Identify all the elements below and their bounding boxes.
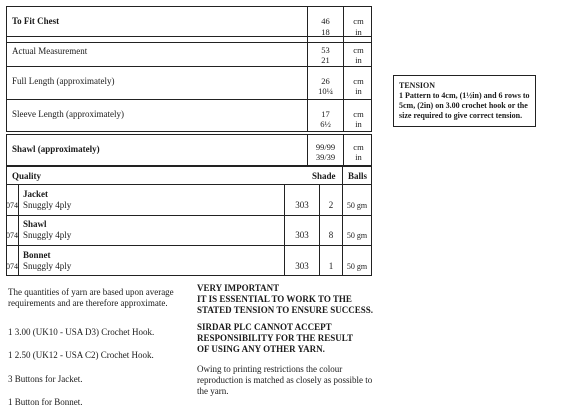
important-heading: VERY IMPORTANT [197, 283, 280, 293]
hook-note: 1 2.50 (UK12 - USA C2) Crochet Hook. [8, 350, 154, 360]
measurement-row-full-length [6, 66, 372, 100]
shade-header: Shade [312, 171, 336, 181]
balls-header: Balls [347, 171, 367, 181]
ball-weight: 50 gm [346, 231, 368, 240]
measurement-value: 46 [321, 16, 330, 26]
ball-weight: 50 gm [346, 262, 368, 271]
important-line: STATED TENSION TO ENSURE SUCCESS. [197, 305, 373, 315]
measurement-unit: in [355, 119, 362, 129]
measurement-row-shawl [6, 134, 372, 166]
yarn-name: Snuggly 4ply [23, 230, 72, 240]
measurement-value: 53 [321, 45, 330, 55]
ball-count: 2 [328, 200, 334, 210]
table-row [7, 216, 371, 245]
quantities-note-line: requirements and are therefore approximate. [8, 298, 168, 308]
sirdar-line: SIRDAR PLC CANNOT ACCEPT [197, 322, 332, 332]
measurement-value: 21 [321, 55, 330, 65]
measurement-unit: in [355, 27, 362, 37]
measurement-label: Full Length (approximately) [12, 76, 115, 86]
tension-title: TENSION [399, 81, 436, 90]
measurement-value: 10¼ [318, 86, 333, 96]
measurement-label: Sleeve Length (approximately) [12, 109, 124, 119]
measurement-unit: in [355, 86, 362, 96]
measurement-value: 26 [321, 76, 330, 86]
measurement-unit: cm [353, 76, 364, 86]
yarn-name: Snuggly 4ply [23, 200, 72, 210]
quality-code: 074 [6, 262, 18, 271]
printing-note-line: reproduction is matched as closely as possible to [197, 375, 373, 385]
measurement-unit: cm [353, 109, 364, 119]
measurement-label: To Fit Chest [12, 16, 60, 26]
measurement-unit: in [355, 152, 362, 162]
buttons-note: 3 Buttons for Jacket. [8, 374, 83, 384]
important-line: IT IS ESSENTIAL TO WORK TO THE [197, 294, 352, 304]
quality-header: Quality [12, 171, 42, 181]
measurement-unit: cm [353, 142, 364, 152]
yarn-quality-table [6, 166, 372, 276]
measurement-unit: cm [353, 16, 364, 26]
hook-note: 1 3.00 (UK10 - USA D3) Crochet Hook. [8, 327, 155, 337]
yarn-name: Snuggly 4ply [23, 261, 72, 271]
ball-count: 1 [328, 261, 334, 271]
sirdar-line: OF USING ANY OTHER YARN. [197, 344, 325, 354]
tension-box [393, 75, 536, 127]
measurement-label: Actual Measurement [12, 46, 88, 56]
quality-code: 074 [6, 201, 18, 210]
sirdar-line: RESPONSIBILITY FOR THE RESULT [197, 333, 353, 343]
tension-line: size required to give correct tension. [399, 111, 523, 120]
measurement-value: 17 [321, 109, 330, 119]
shade-value: 303 [295, 200, 309, 210]
printing-note-line: the yarn. [197, 386, 229, 396]
garment-name: Jacket [23, 189, 48, 199]
tension-line: 1 Pattern to 4cm, (1½in) and 6 rows to [399, 91, 530, 100]
measurement-value: 18 [321, 27, 330, 37]
buttons-note: 1 Button for Bonnet. [8, 397, 83, 407]
quantities-note-line: The quantities of yarn are based upon average [8, 287, 174, 297]
table-row [7, 185, 371, 215]
measurement-value: 99/99 [315, 142, 336, 152]
tension-line: 5cm, (2in) on 3.00 crochet hook or the [399, 101, 528, 110]
table-row [7, 246, 371, 275]
measurement-unit: cm [353, 45, 364, 55]
shade-value: 303 [295, 261, 309, 271]
shade-value: 303 [295, 230, 309, 240]
measurement-row-actual [6, 36, 372, 67]
garment-name: Bonnet [23, 250, 51, 260]
measurement-row-sleeve [6, 99, 372, 132]
quality-code: 074 [6, 231, 18, 240]
measurement-value: 6½ [320, 119, 331, 129]
ball-weight: 50 gm [346, 201, 368, 210]
garment-name: Shawl [23, 219, 47, 229]
measurement-value: 39/39 [315, 152, 336, 162]
ball-count: 8 [328, 230, 334, 240]
printing-note-line: Owing to printing restrictions the colour [197, 364, 343, 374]
measurement-unit: in [355, 55, 362, 65]
measurement-label: Shawl (approximately) [12, 144, 100, 154]
